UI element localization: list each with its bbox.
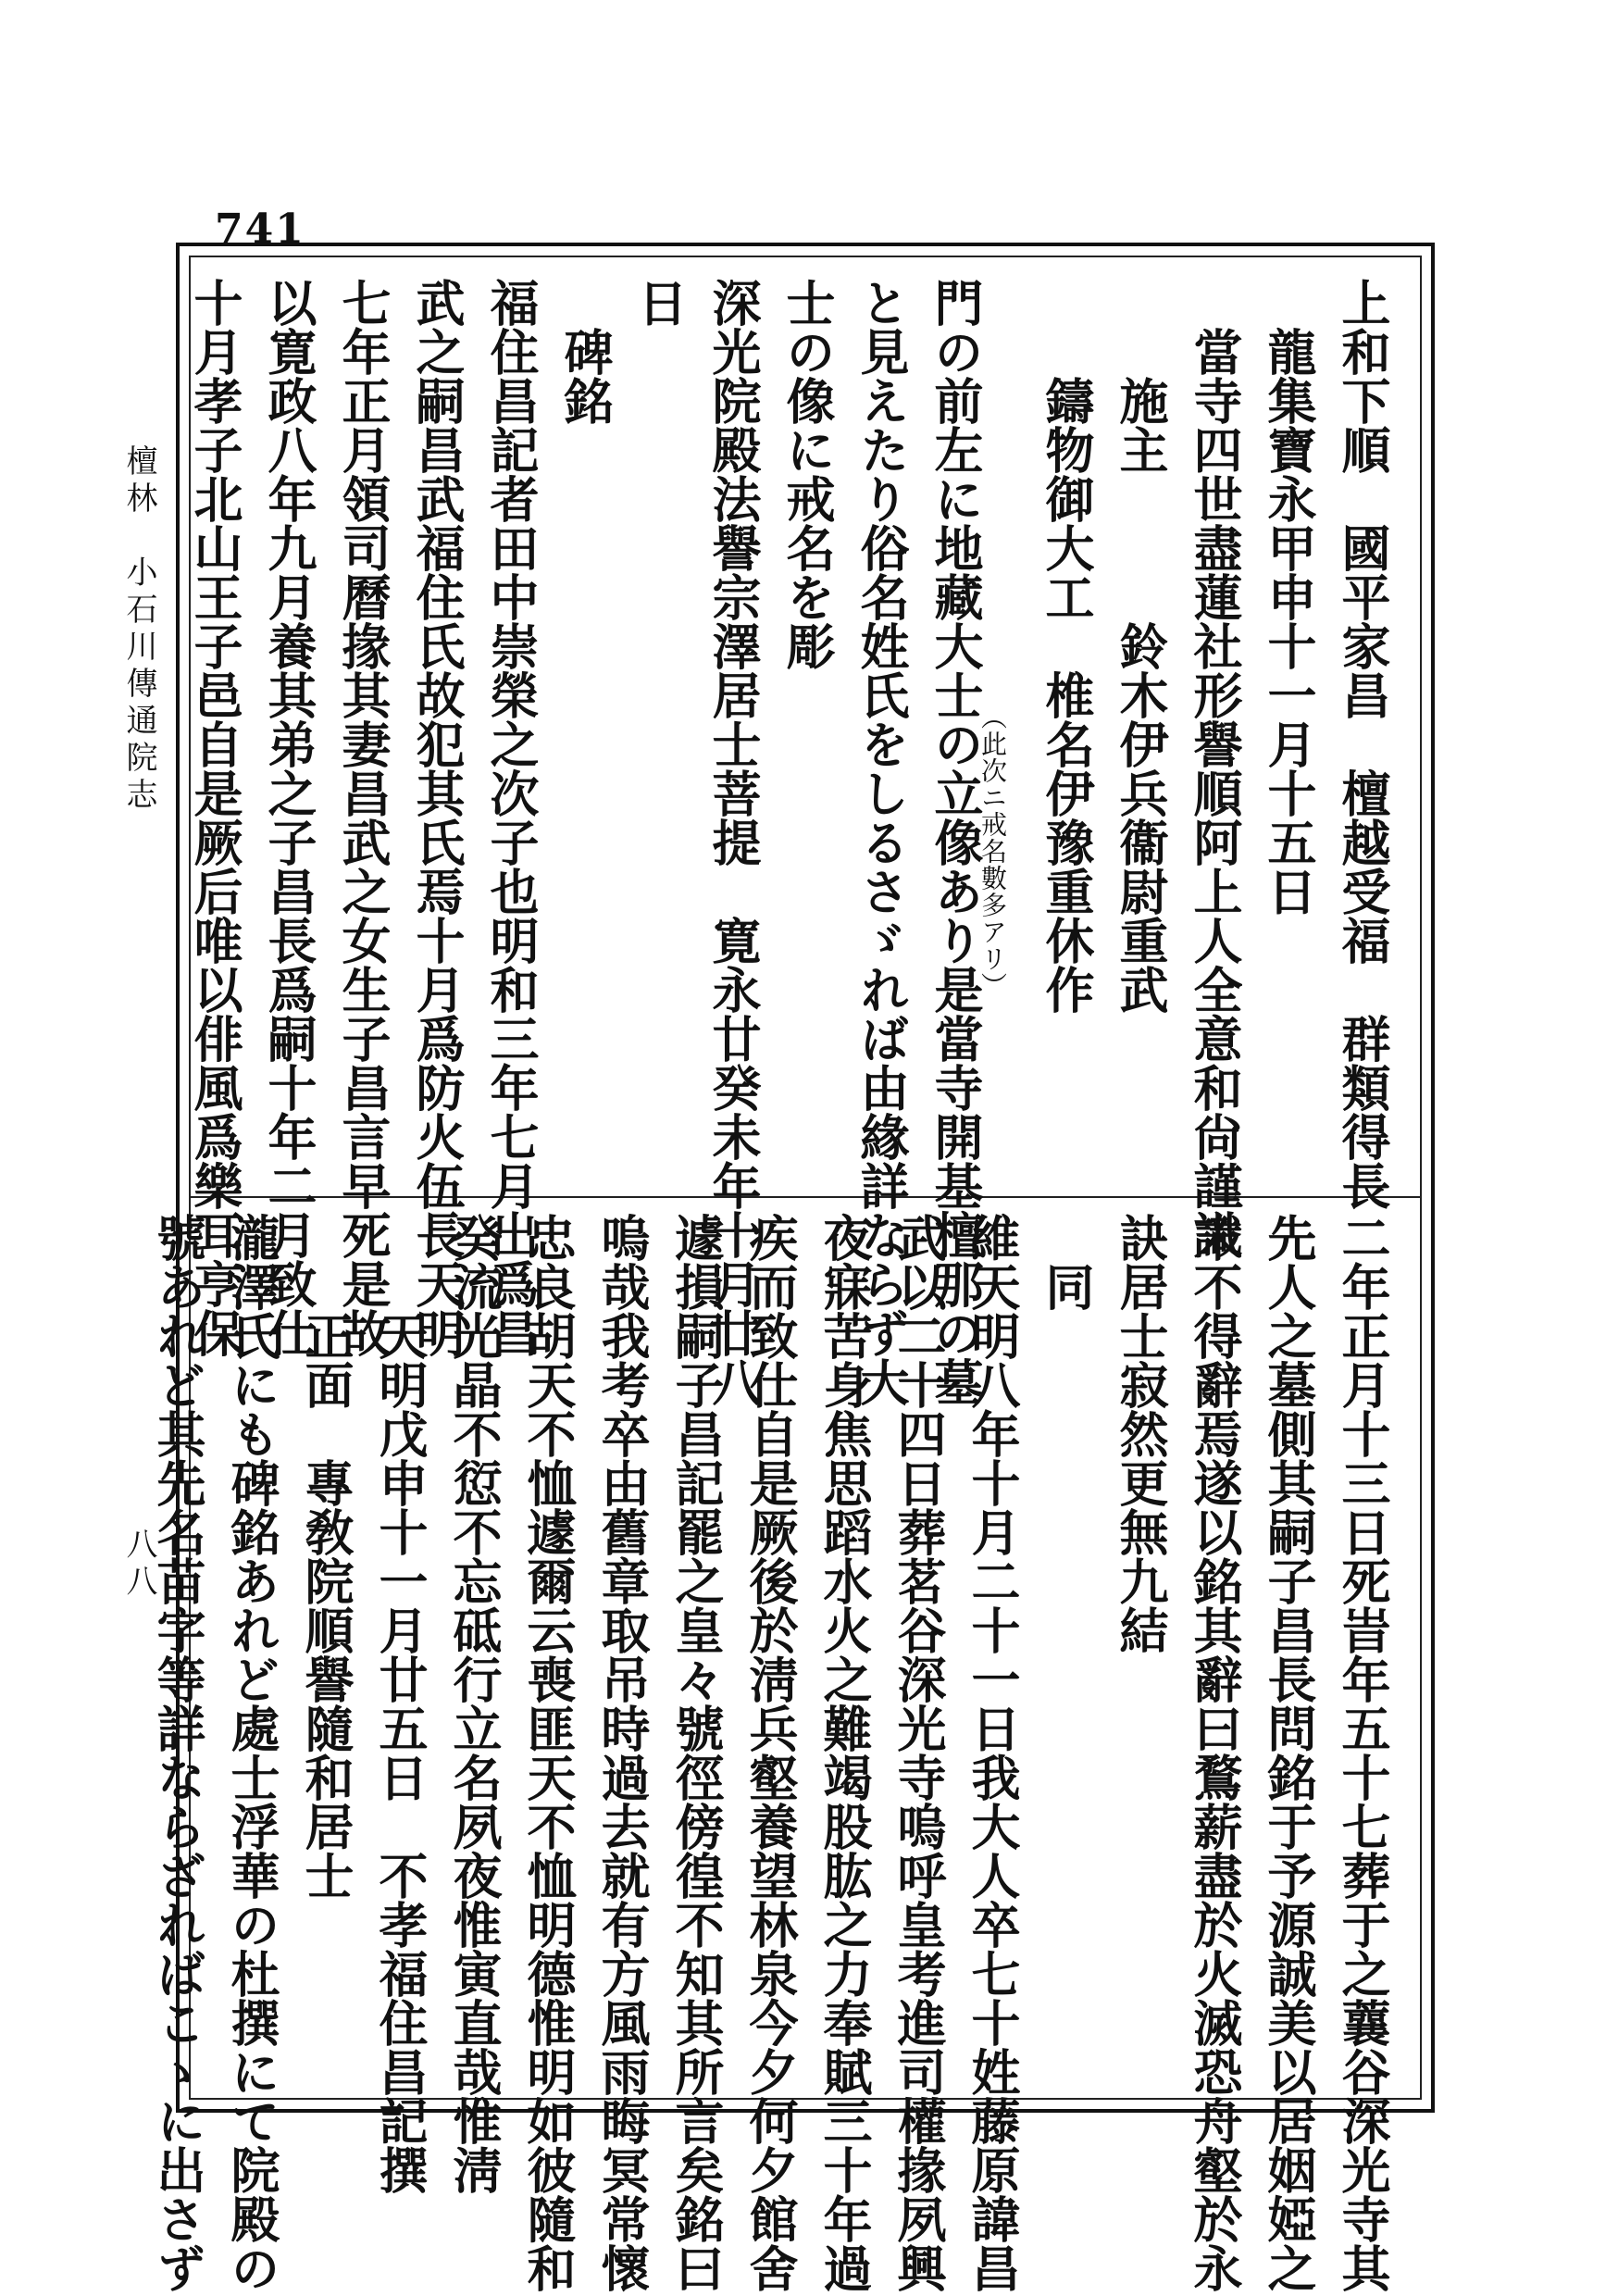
- text-column: 福住昌記者田中崇榮之次子也明和三年七月出爲昌: [482, 278, 540, 1357]
- text-column: 龍集寶永甲申十一月十五日: [1260, 278, 1317, 916]
- text-column: 二年正月十三日死旹年五十七葬于之蘘谷深光寺其: [1334, 1213, 1391, 2292]
- text-column: 當寺四世盡蓮社形譽順阿上人全意和尙謹識: [1186, 278, 1243, 1259]
- text-column: 七年正月領司曆掾其妻昌武之女生子昌言早死是故: [334, 278, 392, 1357]
- text-column: 正面 專敎院順譽隨和居士: [297, 1213, 355, 1900]
- text-column: 武之嗣昌武福住氏故犯其氏焉十月爲防火伍長天明: [408, 278, 466, 1357]
- bottom-section: [149, 1213, 1400, 2292]
- text-column: 士の像に戒名を彫: [778, 278, 836, 670]
- page-number: 741: [215, 206, 305, 253]
- text-column: 天明戊申十一月廿五日 不孝福住昌記撰: [371, 1213, 429, 2194]
- text-column: と見えたり俗名姓氏をしるさゞれば由緣詳ならず大: [853, 278, 910, 1406]
- text-column: 上和下順 國平家昌 檀越受福 群類得長: [1334, 278, 1391, 1210]
- text-column: 維天明八年十月二十一日我大人卒七十姓藤原諱昌: [964, 1213, 1021, 2292]
- text-column: 遽損嗣子昌記罷之皇々號徑傍徨不知其所言矣銘曰: [667, 1213, 725, 2292]
- text-column: 號あれど其先名苗字等詳ならざればこゝに出さず: [149, 1213, 206, 2292]
- text-column: 鑄物御大工 椎名伊豫重休作: [1038, 278, 1095, 1014]
- text-column: 忠良胡天不恤遽爾云喪匪天不恤明德惟明如彼隨和: [519, 1213, 577, 2292]
- section-heading: 同: [1038, 1213, 1095, 1311]
- text-column: 末不得辭焉遂以銘其辭曰鶩薪盡於火滅恐舟壑於永: [1186, 1213, 1243, 2292]
- text-column: 深光院殿法譽宗澤居士菩提 寛永廿癸未年十月廿八: [704, 278, 762, 1406]
- text-column: 夜寐苦身焦思蹈水火之難竭股肱之力奉賦三十年過: [815, 1213, 873, 2292]
- text-column: 以寛政八年九月養其弟之子昌長爲嗣十年二月致仕: [260, 278, 317, 1357]
- annotation-note: （此次ニ戒名數多アリ）: [977, 704, 1008, 999]
- text-column: 瀧澤氏にも碑銘あれど處士浮華の杜撰にて院殿の: [223, 1213, 280, 2292]
- text-column: 先人之墓側其嗣子昌長問銘于予源誠美以居姻婭之: [1260, 1213, 1317, 2292]
- text-column: 門の前左に地藏大士の立像あり是當寺開基檀那の墓: [927, 278, 984, 1406]
- text-column: 施主 鈴木伊兵衞尉重武: [1112, 278, 1169, 1014]
- section-heading: 碑銘: [556, 278, 614, 425]
- text-column: 十月孝子北山王子邑自是厥后唯以俳風爲樂耳亨保: [186, 278, 243, 1357]
- text-column: 疾而致仕自是厥後於淸兵壑養望林泉今夕何夕館舍: [741, 1213, 799, 2292]
- side-page-number: 八八: [120, 1528, 157, 1602]
- text-column: 日: [630, 278, 688, 327]
- text-column: 嗚哉我考卒由舊章取吊時過去就有方風雨晦冥常懷: [593, 1213, 651, 2292]
- top-section: [186, 278, 1400, 1406]
- running-title: 檀林 小石川傳通院志: [120, 444, 157, 815]
- text-column: 訣居士寂然更無九結: [1112, 1213, 1169, 1654]
- text-column: 癸流光晶不愆不忘砥行立名夙夜惟寅直哉惟淸: [445, 1213, 503, 2194]
- text-column: 武以二十四日葬茗谷深光寺嗚呼皇考進司權掾夙興: [890, 1213, 947, 2292]
